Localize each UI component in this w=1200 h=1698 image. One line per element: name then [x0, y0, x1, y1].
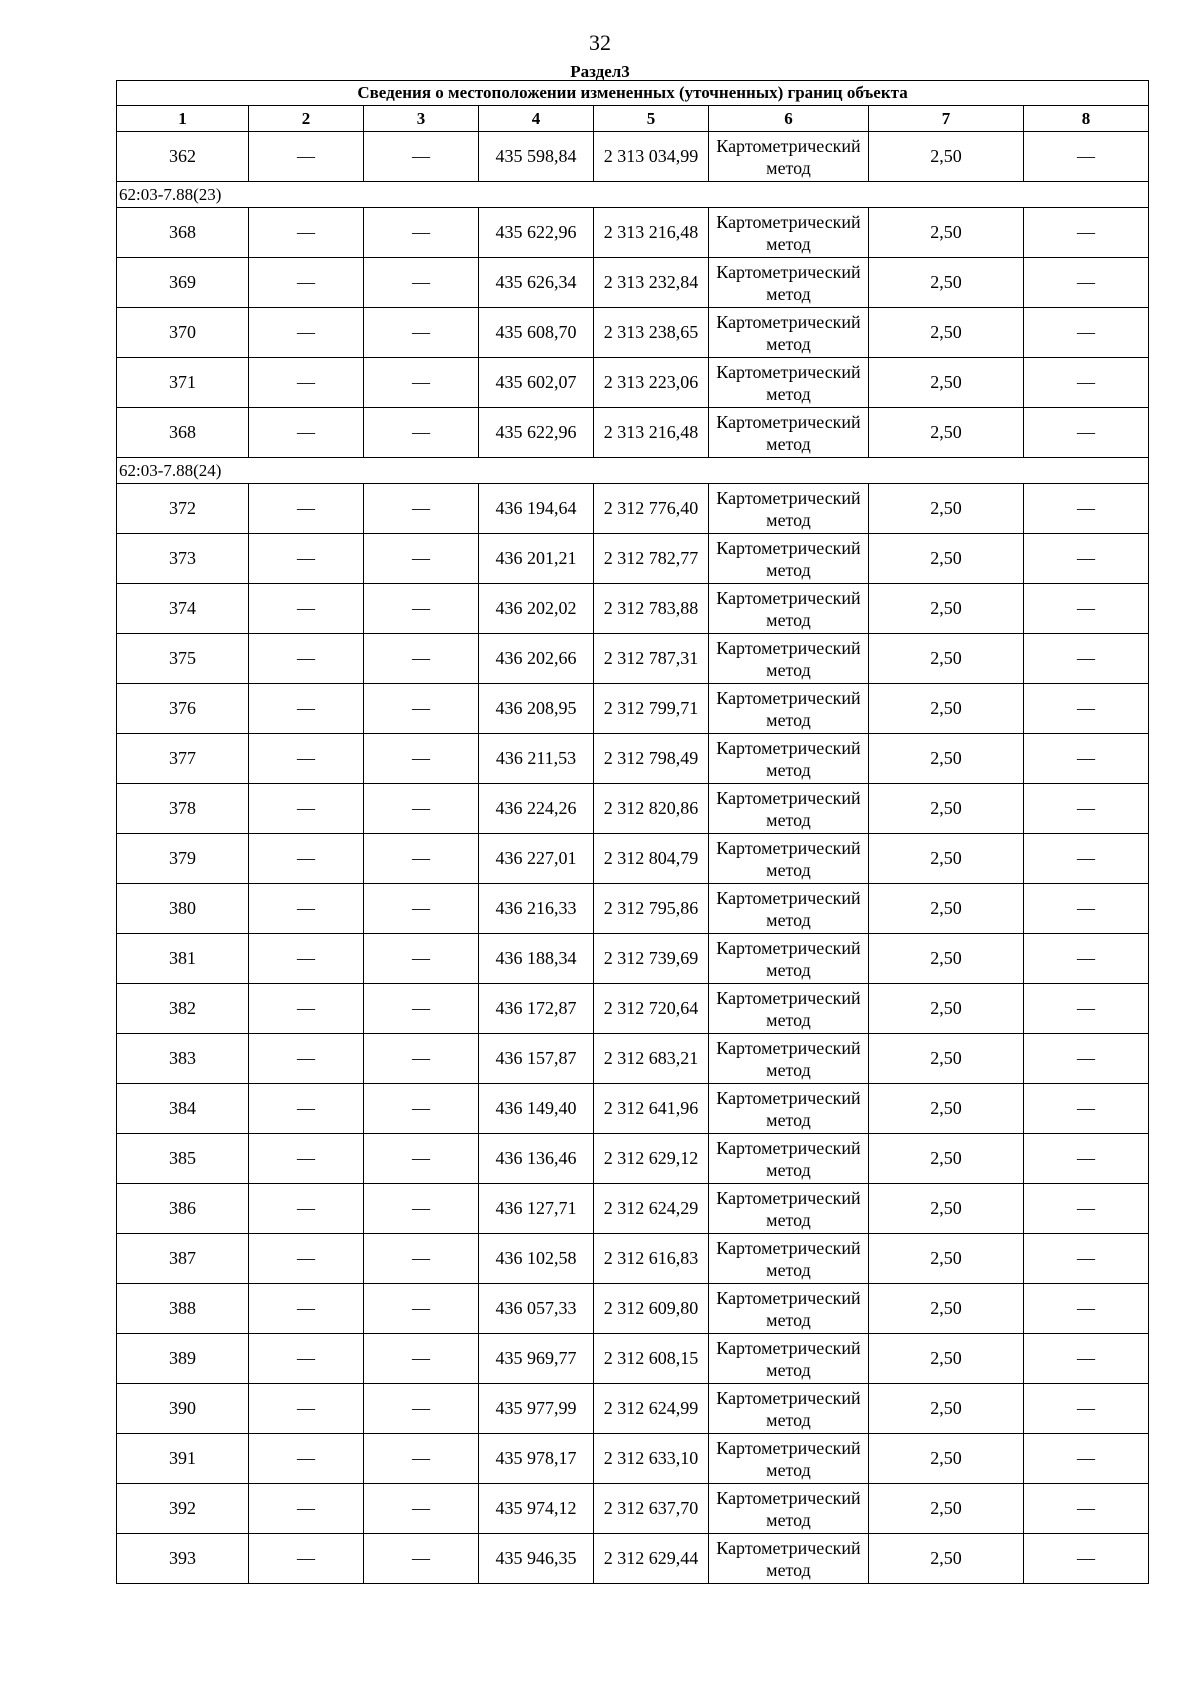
column-2-cell: —	[249, 1234, 364, 1284]
column-2-cell: —	[249, 834, 364, 884]
column-8-cell: —	[1024, 684, 1149, 734]
method-cell: Картометрический метод	[709, 1184, 869, 1234]
column-number: 4	[479, 106, 594, 132]
method-cell: Картометрический метод	[709, 1384, 869, 1434]
column-8-cell: —	[1024, 258, 1149, 308]
point-number-cell: 369	[117, 258, 249, 308]
y-coordinate-cell: 2 313 232,84	[594, 258, 709, 308]
point-number-cell: 383	[117, 1034, 249, 1084]
point-number-cell: 393	[117, 1534, 249, 1584]
accuracy-cell: 2,50	[869, 584, 1024, 634]
accuracy-cell: 2,50	[869, 1484, 1024, 1534]
column-3-cell: —	[364, 1134, 479, 1184]
column-8-cell: —	[1024, 208, 1149, 258]
column-3-cell: —	[364, 634, 479, 684]
method-cell: Картометрический метод	[709, 132, 869, 182]
y-coordinate-cell: 2 312 616,83	[594, 1234, 709, 1284]
table-row	[117, 358, 1149, 408]
column-3-cell: —	[364, 784, 479, 834]
column-number: 3	[364, 106, 479, 132]
point-number-cell: 385	[117, 1134, 249, 1184]
column-8-cell: —	[1024, 734, 1149, 784]
column-8-cell: —	[1024, 534, 1149, 584]
table-row	[117, 208, 1149, 258]
x-coordinate-cell: 436 172,87	[479, 984, 594, 1034]
table-row	[117, 984, 1149, 1034]
method-cell: Картометрический метод	[709, 1134, 869, 1184]
column-2-cell: —	[249, 934, 364, 984]
x-coordinate-cell: 436 201,21	[479, 534, 594, 584]
column-2-cell: —	[249, 484, 364, 534]
accuracy-cell: 2,50	[869, 1184, 1024, 1234]
table-row	[117, 408, 1149, 458]
y-coordinate-cell: 2 313 238,65	[594, 308, 709, 358]
y-coordinate-cell: 2 312 776,40	[594, 484, 709, 534]
column-3-cell: —	[364, 734, 479, 784]
method-cell: Картометрический метод	[709, 1434, 869, 1484]
method-cell: Картометрический метод	[709, 834, 869, 884]
y-coordinate-cell: 2 313 034,99	[594, 132, 709, 182]
x-coordinate-cell: 435 626,34	[479, 258, 594, 308]
column-3-cell: —	[364, 1084, 479, 1134]
accuracy-cell: 2,50	[869, 634, 1024, 684]
method-cell: Картометрический метод	[709, 634, 869, 684]
y-coordinate-cell: 2 312 629,44	[594, 1534, 709, 1584]
point-number-cell: 392	[117, 1484, 249, 1534]
y-coordinate-cell: 2 313 216,48	[594, 208, 709, 258]
accuracy-cell: 2,50	[869, 258, 1024, 308]
y-coordinate-cell: 2 312 683,21	[594, 1034, 709, 1084]
column-2-cell: —	[249, 1384, 364, 1434]
method-cell: Картометрический метод	[709, 1084, 869, 1134]
accuracy-cell: 2,50	[869, 934, 1024, 984]
column-2-cell: —	[249, 1284, 364, 1334]
method-cell: Картометрический метод	[709, 1034, 869, 1084]
column-8-cell: —	[1024, 1384, 1149, 1434]
column-2-cell: —	[249, 1484, 364, 1534]
column-8-cell: —	[1024, 1084, 1149, 1134]
column-3-cell: —	[364, 534, 479, 584]
column-8-cell: —	[1024, 1434, 1149, 1484]
column-3-cell: —	[364, 684, 479, 734]
method-cell: Картометрический метод	[709, 784, 869, 834]
column-3-cell: —	[364, 1384, 479, 1434]
column-3-cell: —	[364, 584, 479, 634]
y-coordinate-cell: 2 312 798,49	[594, 734, 709, 784]
x-coordinate-cell: 435 622,96	[479, 408, 594, 458]
method-cell: Картометрический метод	[709, 408, 869, 458]
point-number-cell: 375	[117, 634, 249, 684]
column-3-cell: —	[364, 934, 479, 984]
column-3-cell: —	[364, 984, 479, 1034]
column-3-cell: —	[364, 358, 479, 408]
x-coordinate-cell: 436 149,40	[479, 1084, 594, 1134]
table-row	[117, 1234, 1149, 1284]
x-coordinate-cell: 435 608,70	[479, 308, 594, 358]
column-2-cell: —	[249, 358, 364, 408]
column-3-cell: —	[364, 1334, 479, 1384]
column-3-cell: —	[364, 1034, 479, 1084]
method-cell: Картометрический метод	[709, 734, 869, 784]
table-title-row	[117, 81, 1149, 106]
table-row	[117, 1484, 1149, 1534]
column-number: 6	[709, 106, 869, 132]
column-number: 5	[594, 106, 709, 132]
y-coordinate-cell: 2 312 782,77	[594, 534, 709, 584]
table-row	[117, 934, 1149, 984]
table-row	[117, 1534, 1149, 1584]
column-2-cell: —	[249, 1084, 364, 1134]
column-8-cell: —	[1024, 308, 1149, 358]
x-coordinate-cell: 436 202,02	[479, 584, 594, 634]
column-number: 2	[249, 106, 364, 132]
accuracy-cell: 2,50	[869, 1084, 1024, 1134]
table-row	[117, 132, 1149, 182]
column-8-cell: —	[1024, 884, 1149, 934]
table-row	[117, 834, 1149, 884]
method-cell: Картометрический метод	[709, 934, 869, 984]
method-cell: Картометрический метод	[709, 1284, 869, 1334]
y-coordinate-cell: 2 312 633,10	[594, 1434, 709, 1484]
method-cell: Картометрический метод	[709, 1334, 869, 1384]
column-number-row	[117, 106, 1149, 132]
point-number-cell: 388	[117, 1284, 249, 1334]
table-body	[117, 132, 1149, 1584]
accuracy-cell: 2,50	[869, 684, 1024, 734]
table-row	[117, 1084, 1149, 1134]
column-8-cell: —	[1024, 1034, 1149, 1084]
column-2-cell: —	[249, 684, 364, 734]
y-coordinate-cell: 2 313 216,48	[594, 408, 709, 458]
column-8-cell: —	[1024, 358, 1149, 408]
coordinates-table	[116, 80, 1149, 1584]
column-3-cell: —	[364, 1234, 479, 1284]
x-coordinate-cell: 436 227,01	[479, 834, 594, 884]
accuracy-cell: 2,50	[869, 784, 1024, 834]
accuracy-cell: 2,50	[869, 834, 1024, 884]
column-2-cell: —	[249, 132, 364, 182]
y-coordinate-cell: 2 312 720,64	[594, 984, 709, 1034]
x-coordinate-cell: 436 102,58	[479, 1234, 594, 1284]
point-number-cell: 382	[117, 984, 249, 1034]
method-cell: Картометрический метод	[709, 1234, 869, 1284]
column-8-cell: —	[1024, 984, 1149, 1034]
point-number-cell: 389	[117, 1334, 249, 1384]
table-row	[117, 734, 1149, 784]
column-8-cell: —	[1024, 834, 1149, 884]
y-coordinate-cell: 2 312 624,99	[594, 1384, 709, 1434]
table-row	[117, 1434, 1149, 1484]
x-coordinate-cell: 436 194,64	[479, 484, 594, 534]
column-number: 7	[869, 106, 1024, 132]
column-number: 8	[1024, 106, 1149, 132]
column-3-cell: —	[364, 1184, 479, 1234]
y-coordinate-cell: 2 312 804,79	[594, 834, 709, 884]
method-cell: Картометрический метод	[709, 1484, 869, 1534]
accuracy-cell: 2,50	[869, 1034, 1024, 1084]
column-8-cell: —	[1024, 1184, 1149, 1234]
table-title: Сведения о местоположении измененных (уточненных) границ объекта	[117, 81, 1149, 106]
x-coordinate-cell: 436 202,66	[479, 634, 594, 684]
point-number-cell: 378	[117, 784, 249, 834]
column-3-cell: —	[364, 1284, 479, 1334]
table-row	[117, 534, 1149, 584]
x-coordinate-cell: 435 946,35	[479, 1534, 594, 1584]
accuracy-cell: 2,50	[869, 734, 1024, 784]
point-number-cell: 379	[117, 834, 249, 884]
method-cell: Картометрический метод	[709, 534, 869, 584]
y-coordinate-cell: 2 313 223,06	[594, 358, 709, 408]
point-number-cell: 377	[117, 734, 249, 784]
x-coordinate-cell: 436 208,95	[479, 684, 594, 734]
table-row	[117, 308, 1149, 358]
accuracy-cell: 2,50	[869, 208, 1024, 258]
accuracy-cell: 2,50	[869, 1534, 1024, 1584]
y-coordinate-cell: 2 312 787,31	[594, 634, 709, 684]
group-label: 62:03-7.88(24)	[117, 458, 1149, 484]
column-3-cell: —	[364, 1484, 479, 1534]
x-coordinate-cell: 436 136,46	[479, 1134, 594, 1184]
x-coordinate-cell: 435 598,84	[479, 132, 594, 182]
point-number-cell: 371	[117, 358, 249, 408]
point-number-cell: 386	[117, 1184, 249, 1234]
column-8-cell: —	[1024, 1484, 1149, 1534]
point-number-cell: 373	[117, 534, 249, 584]
x-coordinate-cell: 435 977,99	[479, 1384, 594, 1434]
column-3-cell: —	[364, 884, 479, 934]
x-coordinate-cell: 436 057,33	[479, 1284, 594, 1334]
table-row	[117, 1284, 1149, 1334]
point-number-cell: 368	[117, 208, 249, 258]
y-coordinate-cell: 2 312 739,69	[594, 934, 709, 984]
column-2-cell: —	[249, 408, 364, 458]
y-coordinate-cell: 2 312 637,70	[594, 1484, 709, 1534]
column-8-cell: —	[1024, 132, 1149, 182]
column-8-cell: —	[1024, 634, 1149, 684]
column-8-cell: —	[1024, 784, 1149, 834]
column-3-cell: —	[364, 258, 479, 308]
column-2-cell: —	[249, 784, 364, 834]
column-2-cell: —	[249, 258, 364, 308]
accuracy-cell: 2,50	[869, 484, 1024, 534]
accuracy-cell: 2,50	[869, 1134, 1024, 1184]
table-row	[117, 1384, 1149, 1434]
group-header-row	[117, 458, 1149, 484]
point-number-cell: 381	[117, 934, 249, 984]
column-3-cell: —	[364, 1534, 479, 1584]
accuracy-cell: 2,50	[869, 534, 1024, 584]
column-8-cell: —	[1024, 1284, 1149, 1334]
method-cell: Картометрический метод	[709, 484, 869, 534]
table-row	[117, 884, 1149, 934]
group-header-row	[117, 182, 1149, 208]
accuracy-cell: 2,50	[869, 308, 1024, 358]
method-cell: Картометрический метод	[709, 258, 869, 308]
point-number-cell: 391	[117, 1434, 249, 1484]
x-coordinate-cell: 435 978,17	[479, 1434, 594, 1484]
y-coordinate-cell: 2 312 629,12	[594, 1134, 709, 1184]
column-3-cell: —	[364, 208, 479, 258]
y-coordinate-cell: 2 312 624,29	[594, 1184, 709, 1234]
column-2-cell: —	[249, 1534, 364, 1584]
column-2-cell: —	[249, 884, 364, 934]
column-2-cell: —	[249, 1434, 364, 1484]
accuracy-cell: 2,50	[869, 1434, 1024, 1484]
column-3-cell: —	[364, 834, 479, 884]
table-row	[117, 1134, 1149, 1184]
x-coordinate-cell: 436 211,53	[479, 734, 594, 784]
point-number-cell: 380	[117, 884, 249, 934]
accuracy-cell: 2,50	[869, 884, 1024, 934]
column-8-cell: —	[1024, 934, 1149, 984]
column-8-cell: —	[1024, 584, 1149, 634]
column-8-cell: —	[1024, 1234, 1149, 1284]
y-coordinate-cell: 2 312 609,80	[594, 1284, 709, 1334]
point-number-cell: 368	[117, 408, 249, 458]
column-2-cell: —	[249, 984, 364, 1034]
table-row	[117, 684, 1149, 734]
column-3-cell: —	[364, 132, 479, 182]
accuracy-cell: 2,50	[869, 408, 1024, 458]
column-8-cell: —	[1024, 1134, 1149, 1184]
column-3-cell: —	[364, 1434, 479, 1484]
x-coordinate-cell: 436 127,71	[479, 1184, 594, 1234]
x-coordinate-cell: 436 188,34	[479, 934, 594, 984]
x-coordinate-cell: 435 969,77	[479, 1334, 594, 1384]
method-cell: Картометрический метод	[709, 584, 869, 634]
point-number-cell: 370	[117, 308, 249, 358]
group-label: 62:03-7.88(23)	[117, 182, 1149, 208]
method-cell: Картометрический метод	[709, 684, 869, 734]
table-row	[117, 784, 1149, 834]
column-3-cell: —	[364, 308, 479, 358]
accuracy-cell: 2,50	[869, 1284, 1024, 1334]
column-2-cell: —	[249, 1334, 364, 1384]
section-title: Раздел3	[570, 62, 630, 81]
column-2-cell: —	[249, 1134, 364, 1184]
column-2-cell: —	[249, 734, 364, 784]
point-number-cell: 390	[117, 1384, 249, 1434]
y-coordinate-cell: 2 312 795,86	[594, 884, 709, 934]
column-2-cell: —	[249, 1034, 364, 1084]
method-cell: Картометрический метод	[709, 884, 869, 934]
column-8-cell: —	[1024, 1534, 1149, 1584]
method-cell: Картометрический метод	[709, 984, 869, 1034]
y-coordinate-cell: 2 312 783,88	[594, 584, 709, 634]
accuracy-cell: 2,50	[869, 132, 1024, 182]
x-coordinate-cell: 436 216,33	[479, 884, 594, 934]
table-row	[117, 1184, 1149, 1234]
table-row	[117, 484, 1149, 534]
y-coordinate-cell: 2 312 641,96	[594, 1084, 709, 1134]
y-coordinate-cell: 2 312 820,86	[594, 784, 709, 834]
column-2-cell: —	[249, 1184, 364, 1234]
column-2-cell: —	[249, 584, 364, 634]
page-number: 32	[589, 30, 611, 55]
method-cell: Картометрический метод	[709, 1534, 869, 1584]
table-row	[117, 258, 1149, 308]
column-8-cell: —	[1024, 1334, 1149, 1384]
column-2-cell: —	[249, 634, 364, 684]
point-number-cell: 372	[117, 484, 249, 534]
accuracy-cell: 2,50	[869, 1334, 1024, 1384]
column-3-cell: —	[364, 484, 479, 534]
point-number-cell: 376	[117, 684, 249, 734]
column-number: 1	[117, 106, 249, 132]
x-coordinate-cell: 436 224,26	[479, 784, 594, 834]
method-cell: Картометрический метод	[709, 358, 869, 408]
column-3-cell: —	[364, 408, 479, 458]
table-row	[117, 634, 1149, 684]
table-row	[117, 584, 1149, 634]
column-2-cell: —	[249, 534, 364, 584]
accuracy-cell: 2,50	[869, 1384, 1024, 1434]
method-cell: Картометрический метод	[709, 308, 869, 358]
point-number-cell: 384	[117, 1084, 249, 1134]
accuracy-cell: 2,50	[869, 358, 1024, 408]
x-coordinate-cell: 435 974,12	[479, 1484, 594, 1534]
column-8-cell: —	[1024, 484, 1149, 534]
column-2-cell: —	[249, 308, 364, 358]
x-coordinate-cell: 435 602,07	[479, 358, 594, 408]
x-coordinate-cell: 435 622,96	[479, 208, 594, 258]
column-8-cell: —	[1024, 408, 1149, 458]
point-number-cell: 374	[117, 584, 249, 634]
column-2-cell: —	[249, 208, 364, 258]
x-coordinate-cell: 436 157,87	[479, 1034, 594, 1084]
table-row	[117, 1334, 1149, 1384]
accuracy-cell: 2,50	[869, 1234, 1024, 1284]
point-number-cell: 362	[117, 132, 249, 182]
y-coordinate-cell: 2 312 799,71	[594, 684, 709, 734]
point-number-cell: 387	[117, 1234, 249, 1284]
accuracy-cell: 2,50	[869, 984, 1024, 1034]
table-row	[117, 1034, 1149, 1084]
method-cell: Картометрический метод	[709, 208, 869, 258]
y-coordinate-cell: 2 312 608,15	[594, 1334, 709, 1384]
